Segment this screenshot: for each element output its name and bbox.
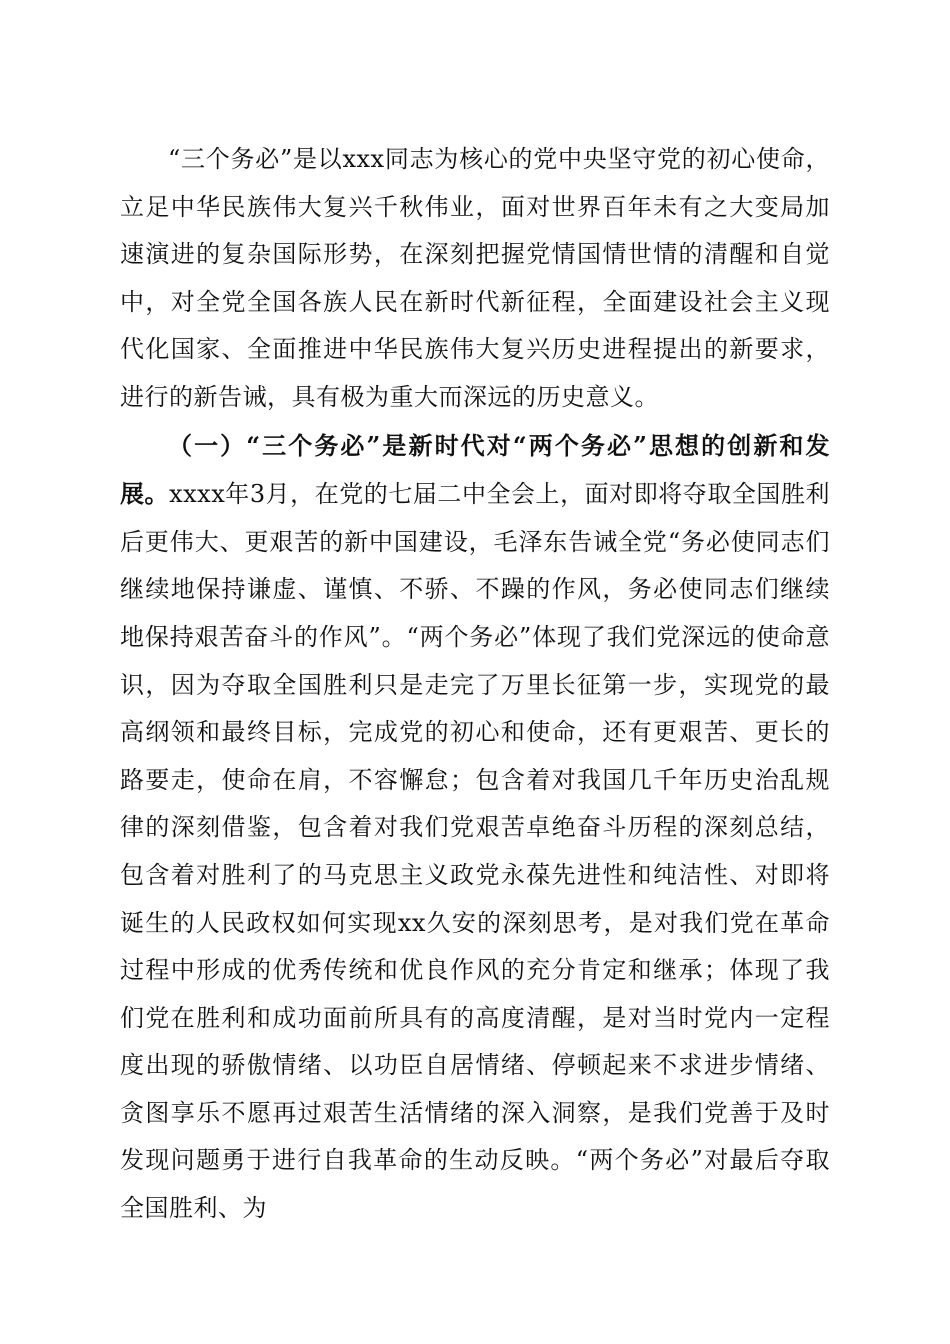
section-1-heading: （一）“三个务必”是新时代对“两个务必”思想的创新和发展。 — [120, 430, 830, 509]
section-1-body: xxxx年3月，在党的七届二中全会上，面对即将夺取全国胜利后更伟大、更艰苦的新中国建设，毛泽东告诫全党“务必使同志们继续地保持谦虚、谨慎、不骄、不躁的作风，务必使同志们继续地保持艰苦奋斗的作风”。“两个务必”体现了我们党深远的使命意识，因为夺取全国胜利只是走完了万里长征第一步，实现党的最高纲领和最终目标，完成党的初心和使命，还有更艰苦、更长的路要走，使命在肩，不容懈怠；包含着对我国几千年历史治乱规律的深刻借鉴，包含着对我们党艰苦卓绝奋斗历程的深刻总结，包含着对胜利了的马克思主义政党永葆先进性和纯洁性、对即将诞生的人民政权如何实现xx久安的深刻思考，是对我们党在革命过程中形成的优秀传统和优良作风的充分肯定和继承；体现了我们党在胜利和成功面前所具有的高度清醒，是对当时党内一定程度出现的骄傲情绪、以功臣自居情绪、停顿起来不求进步情绪、贪图享乐不愿再过艰苦生活情绪的深入洞察，是我们党善于及时发现问题勇于进行自我革命的生动反映。“两个务必”对最后夺取全国胜利、为 — [120, 480, 831, 1223]
document-page — [120, 136, 830, 1233]
intro-paragraph: “三个务必”是以xxx同志为核心的党中央坚守党的初心使命，立足中华民族伟大复兴千秋伟业，面对世界百年未有之大变局加速演进的复杂国际形势，在深刻把握党情国情世情的清醒和自觉中，对全党全国各族人民在新时代新征程，全面建设社会主义现代化国家、全面推进中华民族伟大复兴历史进程提出的新要求，进行的新告诫，具有极为重大而深远的历史意义。 — [120, 145, 830, 411]
section-1-paragraph — [120, 422, 830, 1233]
